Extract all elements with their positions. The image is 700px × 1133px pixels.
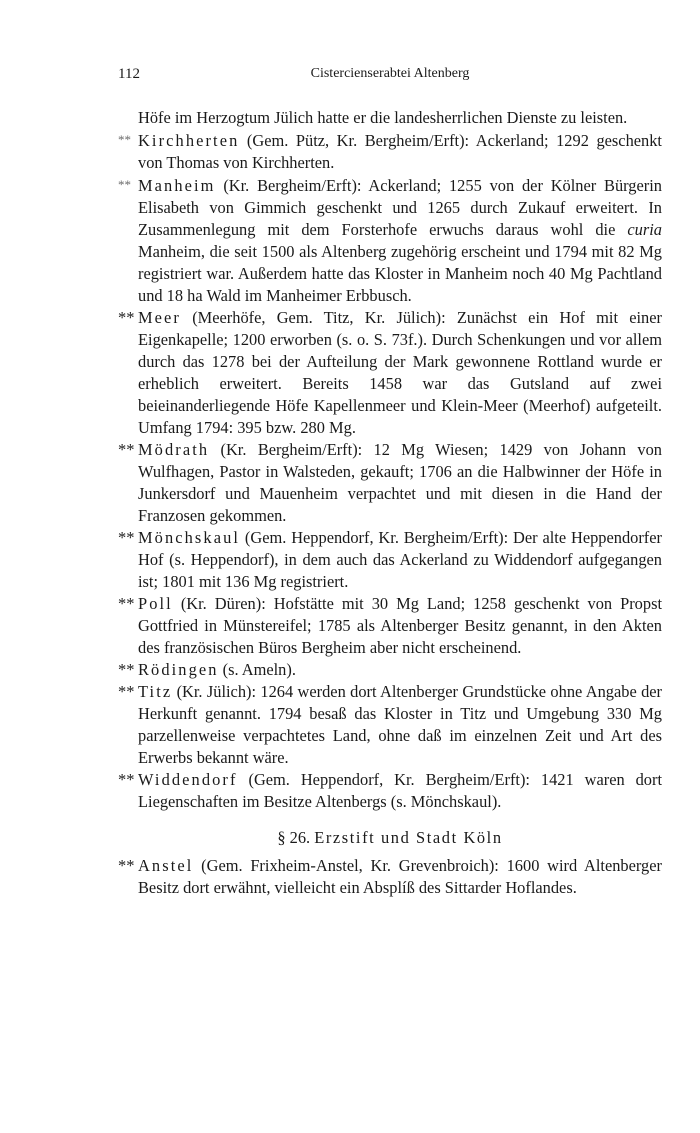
page-body bbox=[118, 107, 662, 899]
entry-text: (Gem. Heppendorf, Kr. Bergheim/Erft): Der alte Heppendorfer Hof (s. Heppendorf), in dem auch das Ackerland zu Widdendorf aufgegangen ist; 1801 mit 136 Mg registriert. bbox=[138, 528, 662, 591]
entry-marker: ** bbox=[118, 308, 135, 327]
entry-text-after: Manheim, die seit 1500 als Altenberg zugehörig erscheint und 1794 mit 82 Mg registriert war. Außerdem hatte das Kloster in Manheim noch 40 Mg Pachtland und 18 ha Wald im Manheimer Erbbusch. bbox=[138, 242, 662, 305]
entry-text: (Kr. Jülich): 1264 werden dort Altenberger Grundstücke ohne Angabe der Herkunft genannt. 1794 besaß das Kloster in Titz und Umgebung 330 Mg parzellenweise verpachtetes Land, ohne daß im einzelnen Zeit und Art des Erwerbs bekannt wäre. bbox=[138, 682, 662, 767]
entry-widdendorf bbox=[118, 769, 662, 813]
entry-marker: ** bbox=[118, 528, 135, 547]
entry-term: Mödrath bbox=[138, 440, 210, 459]
entry-moedrath bbox=[118, 439, 662, 527]
entry-text: (Kr. Düren): Hofstätte mit 30 Mg Land; 1258 geschenkt von Propst Gottfried in Münstereifel; 1785 als Altenberger Besitz genannt, in den Akten des französischen Büros Bergheim aber nicht erscheinend. bbox=[138, 594, 662, 657]
entry-text: (Gem. Frixheim-Anstel, Kr. Grevenbroich): 1600 wird Altenberger Besitz dort erwähnt, vielleicht ein Absplíß des Sittarder Hoflandes. bbox=[138, 856, 662, 897]
entry-term: Widdendorf bbox=[138, 770, 238, 789]
entry-term: Titz bbox=[138, 682, 173, 701]
entry-term: Poll bbox=[138, 594, 173, 613]
entry-text: (Gem. Heppendorf, Kr. Bergheim/Erft): 1421 waren dort Liegenschaften im Besitze Altenbergs (s. Mönchskaul). bbox=[138, 770, 662, 811]
entry-kirchherten bbox=[118, 129, 662, 174]
entry-term: Anstel bbox=[138, 856, 194, 875]
entry-term: Mönchskaul bbox=[138, 528, 241, 547]
running-title: Cistercienserabtei Altenberg bbox=[310, 66, 470, 81]
entry-roedingen bbox=[118, 659, 662, 681]
entry-marker: ** bbox=[118, 132, 131, 147]
entry-marker: ** bbox=[118, 177, 131, 192]
entry-text: (s. Ameln). bbox=[218, 660, 296, 679]
entry-titz bbox=[118, 681, 662, 769]
intro-paragraph: Höfe im Herzogtum Jülich hatte er die landesherrlichen Dienste zu leisten. bbox=[138, 108, 628, 127]
entry-term: Rödingen bbox=[138, 660, 219, 679]
entry-meer bbox=[118, 307, 662, 439]
section-title: Erzstift und Stadt Köln bbox=[314, 828, 503, 847]
entry-text: (Gem. Pütz, Kr. Bergheim/Erft): Ackerland; 1292 geschenkt von Thomas von Kirchherten. bbox=[138, 131, 662, 172]
entry-anstel bbox=[118, 855, 662, 899]
entry-italic-term: curia bbox=[627, 220, 662, 239]
entry-term: Manheim bbox=[138, 176, 216, 195]
section-heading bbox=[118, 827, 662, 849]
entry-text: (Kr. Bergheim/Erft): 12 Mg Wiesen; 1429 von Johann von Wulfhagen, Pastor in Walsteden, gekauft; 1706 an die Halbwinner der Höfe in Junkersdorf und Mauenheim verpachtet und mit diesen in die Hand der Franzosen gekommen. bbox=[138, 440, 662, 525]
entry-marker: ** bbox=[118, 856, 135, 875]
entry-text: (Meerhöfe, Gem. Titz, Kr. Jülich): Zunächst ein Hof mit einer Eigenkapelle; 1200 erworben (s. o. S. 73f.). Durch Schenkungen und vor allem durch das 1278 bei der Aufteilung der Mark gewonnene Rottland wurde er erheblich erweitert. Bereits 1458 war das Gutsland auf zwei beieinanderliegende Höfe Kapellenmeer und Klein-Meer (Meerhof) aufgeteilt. Umfang 1794: 395 bzw. 280 Mg. bbox=[138, 308, 662, 437]
page-header bbox=[118, 66, 662, 90]
entry-marker: ** bbox=[118, 770, 135, 789]
entry-term: Kirchherten bbox=[138, 131, 240, 150]
entry-text-before: (Kr. Bergheim/Erft): Ackerland; 1255 von der Kölner Bürgerin Elisabeth von Gimmich geschenkt und 1265 durch Zukauf erweitert. In Zusammenlegung mit dem Forsterhofe erwuchs daraus wohl die bbox=[138, 176, 662, 239]
entry-term: Meer bbox=[138, 308, 181, 327]
entry-marker: ** bbox=[118, 682, 135, 701]
entry-moenchskaul bbox=[118, 527, 662, 593]
entry-marker: ** bbox=[118, 660, 135, 679]
section-number: § 26. bbox=[277, 828, 311, 847]
entry-marker: ** bbox=[118, 440, 135, 459]
entry-poll bbox=[118, 593, 662, 659]
entry-marker: ** bbox=[118, 594, 135, 613]
entry-manheim bbox=[118, 174, 662, 307]
page-number: 112 bbox=[118, 66, 140, 82]
